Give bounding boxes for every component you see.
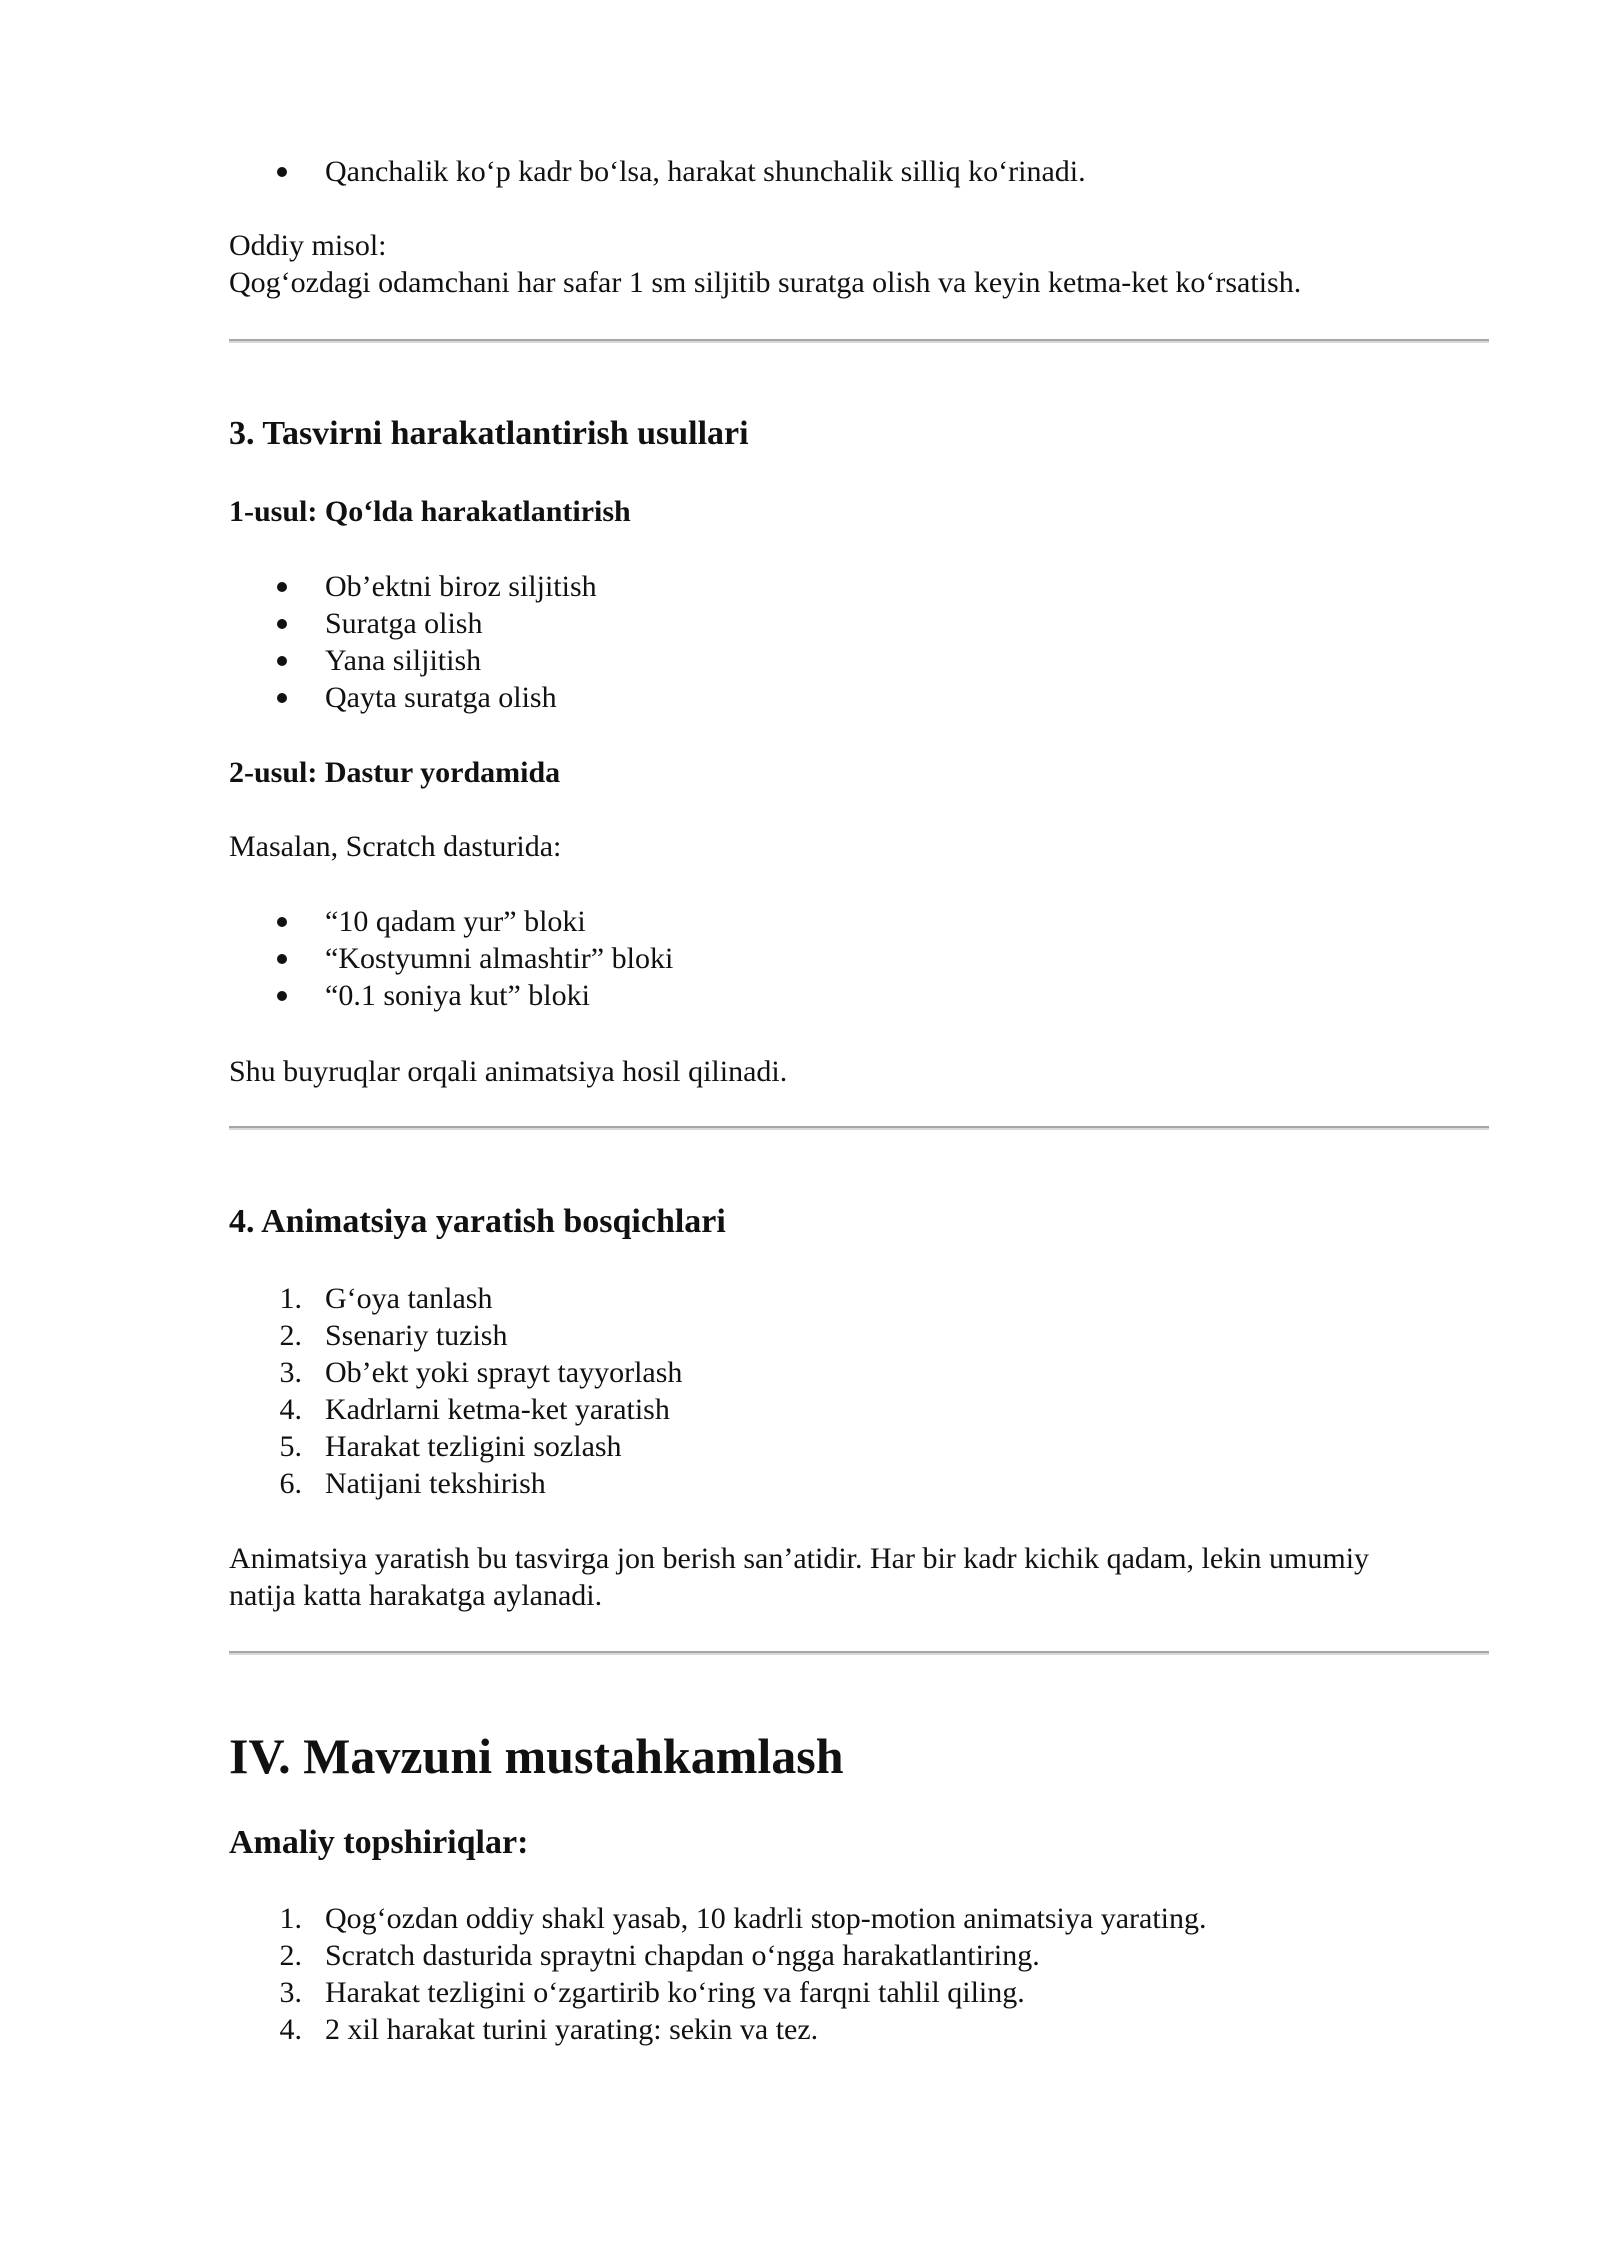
- bullet-dot: [277, 917, 287, 927]
- list-number: 1.: [279, 1282, 302, 1315]
- list-item: “Kostyumni almashtir” bloki: [325, 942, 674, 975]
- horizontal-rule: [229, 339, 1489, 343]
- list-item: Harakat tezligini sozlash: [325, 1430, 622, 1463]
- section-heading: 3. Tasvirni harakatlantirish usullari: [229, 415, 749, 452]
- list-item: Ssenariy tuzish: [325, 1319, 508, 1352]
- paragraph: natija katta harakatga aylanadi.: [229, 1579, 603, 1612]
- bullet-dot: [277, 693, 287, 703]
- list-number: 4.: [279, 1393, 302, 1426]
- paragraph: Animatsiya yaratish bu tasvirga jon berish san’atidir. Har bir kadr kichik qadam, lekin umumiy: [229, 1542, 1370, 1575]
- list-item: Ob’ekt yoki sprayt tayyorlash: [325, 1356, 683, 1389]
- subsection-heading: 1-usul: Qo‘lda harakatlantirish: [229, 495, 631, 528]
- horizontal-rule: [229, 1651, 1489, 1655]
- example-label: Oddiy misol:: [229, 229, 387, 262]
- bullet-dot: [277, 167, 287, 177]
- list-number: 6.: [279, 1467, 302, 1500]
- list-item: Qog‘ozdan oddiy shakl yasab, 10 kadrli stop-motion animatsiya yarating.: [325, 1902, 1207, 1935]
- list-item: Kadrlarni ketma-ket yaratish: [325, 1393, 670, 1426]
- list-number: 2.: [279, 1939, 302, 1972]
- bullet-dot: [277, 582, 287, 592]
- list-number: 5.: [279, 1430, 302, 1463]
- paragraph: Shu buyruqlar orqali animatsiya hosil qilinadi.: [229, 1055, 788, 1088]
- list-number: 3.: [279, 1976, 302, 2009]
- list-item: Qayta suratga olish: [325, 681, 557, 714]
- list-number: 4.: [279, 2013, 302, 2046]
- list-item: Qanchalik ko‘p kadr bo‘lsa, harakat shunchalik silliq ko‘rinadi.: [325, 155, 1086, 188]
- example-text: Qog‘ozdagi odamchani har safar 1 sm siljitib suratga olish va keyin ketma-ket ko‘rsatish.: [229, 266, 1302, 299]
- section-heading: Amaliy topshiriqlar:: [229, 1824, 529, 1861]
- paragraph: Masalan, Scratch dasturida:: [229, 830, 562, 863]
- list-item: Suratga olish: [325, 607, 483, 640]
- list-item: Natijani tekshirish: [325, 1467, 546, 1500]
- section-heading: 4. Animatsiya yaratish bosqichlari: [229, 1203, 726, 1240]
- bullet-dot: [277, 991, 287, 1001]
- list-item: Ob’ektni biroz siljitish: [325, 570, 597, 603]
- bullet-dot: [277, 954, 287, 964]
- list-item: “0.1 soniya kut” bloki: [325, 979, 590, 1012]
- subsection-heading: 2-usul: Dastur yordamida: [229, 756, 561, 789]
- list-item: Scratch dasturida spraytni chapdan o‘ngga harakatlantiring.: [325, 1939, 1040, 1972]
- list-number: 3.: [279, 1356, 302, 1389]
- list-item: 2 xil harakat turini yarating: sekin va tez.: [325, 2013, 819, 2046]
- list-item: Harakat tezligini o‘zgartirib ko‘ring va farqni tahlil qiling.: [325, 1976, 1025, 2009]
- bullet-dot: [277, 656, 287, 666]
- list-item: G‘oya tanlash: [325, 1282, 493, 1315]
- chapter-heading: IV. Mavzuni mustahkamlash: [229, 1728, 844, 1784]
- list-number: 1.: [279, 1902, 302, 1935]
- list-number: 2.: [279, 1319, 302, 1352]
- horizontal-rule: [229, 1126, 1489, 1130]
- list-item: “10 qadam yur” bloki: [325, 905, 586, 938]
- bullet-dot: [277, 619, 287, 629]
- list-item: Yana siljitish: [325, 644, 482, 677]
